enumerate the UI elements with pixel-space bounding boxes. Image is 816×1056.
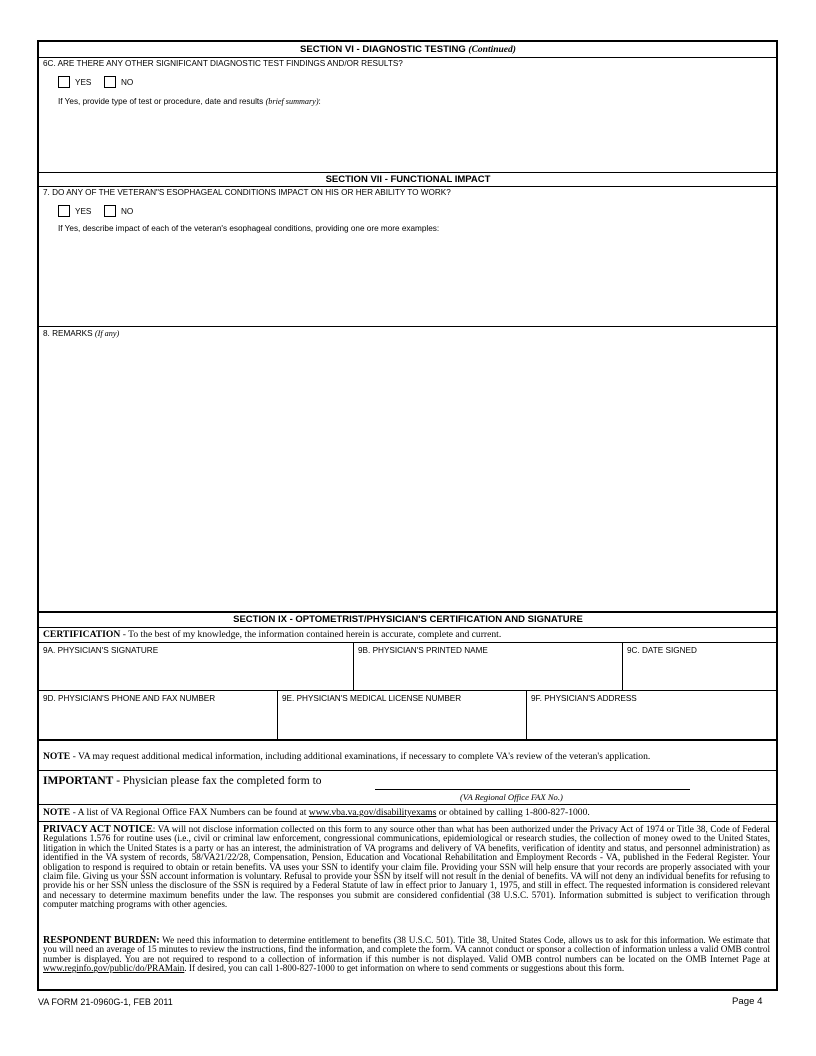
certification-statement: CERTIFICATION - To the best of my knowledge, the information contained herein is accurate, complete and current. xyxy=(43,629,502,640)
note-additional-info: NOTE - VA may request additional medical information, including additional examinations, if necessary to complete VA's review of the veteran's application. xyxy=(43,751,651,762)
physician-printed-name-label: 9B. PHYSICIAN'S PRINTED NAME xyxy=(358,646,488,655)
physician-signature-label: 9A. PHYSICIAN'S SIGNATURE xyxy=(43,646,159,655)
q6c-yes-label: YES xyxy=(75,78,92,87)
q7-yes-checkbox[interactable] xyxy=(58,205,70,217)
physician-address-label: 9F. PHYSICIAN'S ADDRESS xyxy=(531,694,637,703)
disability-exams-link[interactable]: www.vba.va.gov/disabilityexams xyxy=(308,807,437,818)
phone-fax-label: 9D. PHYSICIAN'S PHONE AND FAX NUMBER xyxy=(43,694,216,703)
q6c-if-yes-instruction: If Yes, provide type of test or procedure, date and results (brief summary): xyxy=(58,97,321,106)
question-6c: 6C. ARE THERE ANY OTHER SIGNIFICANT DIAGNOSTIC TEST FINDINGS AND/OR RESULTS? xyxy=(43,59,403,68)
section-vi-header: SECTION VI - DIAGNOSTIC TESTING (Continued) xyxy=(300,44,516,55)
date-signed-label: 9C. DATE SIGNED xyxy=(627,646,697,655)
license-number-field[interactable] xyxy=(279,706,524,737)
phone-fax-field[interactable] xyxy=(40,706,275,737)
fax-number-field[interactable] xyxy=(375,776,690,789)
respondent-burden: RESPONDENT BURDEN: We need this information to determine entitlement to benefits (38 U.S.C. 501). Title 38, United States Code, allows us to ask for this information. We estimate that you will need an average of 15 minutes to review the instructions, find the information, and complete the form. VA cannot conduct or sponsor a collection of information unless a valid OMB control number is displayed. You are not required to respond to a collection of information if this number is not displayed. Valid OMB control numbers can be located on the OMB Internet Page at www.reginfo.gov/public/do/PRAMain. If desired, you can call 1-800-827-1000 to get information on where to send comments or suggestions about this form. xyxy=(43,935,770,974)
q6c-no-checkbox[interactable] xyxy=(104,76,116,88)
remarks-area[interactable] xyxy=(40,341,776,609)
physician-printed-name-field[interactable] xyxy=(355,658,620,688)
note-fax-numbers: NOTE - A list of VA Regional Office FAX Numbers can be found at www.vba.va.gov/disabilityexams or obtained by calling 1-800-827-1000. xyxy=(43,807,590,818)
important-fax-instruction: IMPORTANT - Physician please fax the completed form to xyxy=(43,775,322,787)
remarks-label: 8. REMARKS (If any) xyxy=(43,329,120,338)
q7-no-label: NO xyxy=(121,207,134,216)
physician-address-field[interactable] xyxy=(528,706,776,737)
q7-yes-label: YES xyxy=(75,207,92,216)
section-ix-header: SECTION IX - OPTOMETRIST/PHYSICIAN'S CERTIFICATION AND SIGNATURE xyxy=(233,614,583,625)
question-7: 7. DO ANY OF THE VETERAN"S ESOPHAGEAL CONDITIONS IMPACT ON HIS OR HER ABILITY TO WORK? xyxy=(43,188,451,197)
q7-no-checkbox[interactable] xyxy=(104,205,116,217)
q7-response-area[interactable] xyxy=(40,236,776,324)
privacy-act-notice: PRIVACY ACT NOTICE: VA will not disclose information collected on this form to any source other than what has been authorized under the Privacy Act of 1974 or Title 38, Code of Federal Regulations 1.576 for routine uses (i.e., civil or criminal law enforcement, congressional communications, epidemiological or research studies, the collection of money owed to the United States, litigation in which the United States is a party or has an interest, the administration of VA programs and delivery of VA benefits, verification of identity and status, and personnel administration) as identified in the VA system of records, 58/VA21/22/28, Compensation, Pension, Education and Vocational Rehabilitation and Employment Records - VA, published in the Federal Register. Your obligation to respond is required to obtain or retain benefits. VA uses your SSN to identify your claim file. Providing your SSN will help ensure that your records are properly associated with your claim file. Giving us your SSN account information is voluntary. Refusal to provide your SSN by itself will not result in the denial of benefits. VA will not deny an individual benefits for refusing to provide his or her SSN unless the disclosure of the SSN is required by a Federal Statute of law in effect prior to January 1, 1975, and still in effect. The requested information is considered relevant and necessary to determine maximum benefits under the law. The responses you submit are considered confidential (38 U.S.C. 5701). Information submitted is subject to verification through computer matching programs with other agencies. xyxy=(43,824,770,910)
license-number-label: 9E. PHYSICIAN'S MEDICAL LICENSE NUMBER xyxy=(282,694,462,703)
form-identifier: VA FORM 21-0960G-1, FEB 2011 xyxy=(38,997,173,1007)
q7-if-yes-instruction: If Yes, describe impact of each of the veteran's esophageal conditions, providing one ore more examples: xyxy=(58,224,440,233)
page-number: Page 4 xyxy=(732,996,763,1007)
omb-page-link[interactable]: www.reginfo.gov/public/do/PRAMain xyxy=(43,963,185,974)
section-vii-header: SECTION VII - FUNCTIONAL IMPACT xyxy=(325,174,491,185)
q6c-no-label: NO xyxy=(121,78,134,87)
fax-number-caption: (VA Regional Office FAX No.) xyxy=(460,792,563,802)
q6c-yes-checkbox[interactable] xyxy=(58,76,70,88)
date-signed-field[interactable] xyxy=(624,658,776,688)
physician-signature-field[interactable] xyxy=(40,658,351,688)
q6c-response-area[interactable] xyxy=(40,110,776,170)
